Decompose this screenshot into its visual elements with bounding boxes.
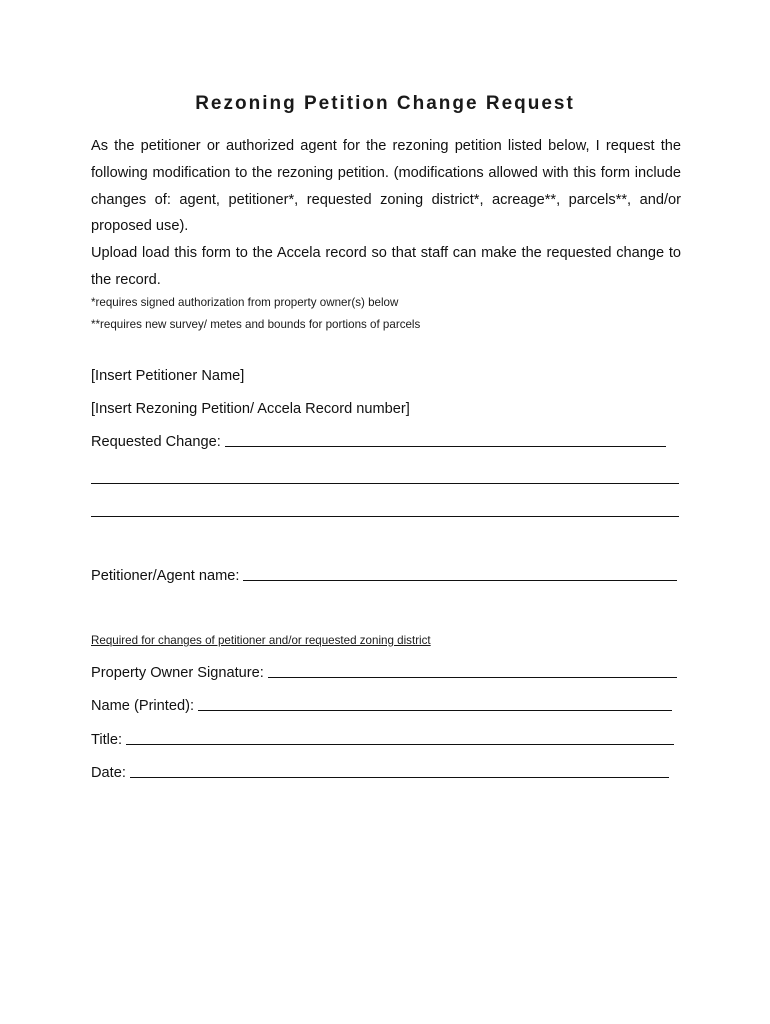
requested-change-line-3[interactable] xyxy=(91,516,679,517)
requested-change-line-2[interactable] xyxy=(91,483,679,484)
date-label: Date: xyxy=(91,765,126,781)
date-line[interactable] xyxy=(130,776,669,778)
intro-paragraph-1: As the petitioner or authorized agent for the rezoning petition listed below, I request the following modification to the rezoning petition. (modifications allowed with this form include changes of: agent, petitioner*, requested zoning district*, acreage**, parcels**, and/or proposed use). xyxy=(91,138,681,235)
petitioner-agent-name-label: Petitioner/Agent name: xyxy=(91,568,240,584)
note-signed-authorization: *requires signed authorization from property owner(s) below xyxy=(91,296,399,309)
name-printed-line[interactable] xyxy=(198,709,672,711)
petitioner-name-placeholder[interactable]: [Insert Petitioner Name] xyxy=(91,368,245,384)
property-owner-signature-line[interactable] xyxy=(268,676,677,678)
owner-section-heading: Required for changes of petitioner and/or requested zoning district xyxy=(91,634,431,647)
requested-change-field[interactable] xyxy=(91,434,666,450)
property-owner-signature-field[interactable] xyxy=(91,665,677,681)
name-printed-label: Name (Printed): xyxy=(91,698,194,714)
title-label: Title: xyxy=(91,732,123,748)
petitioner-agent-name-field[interactable] xyxy=(91,568,677,584)
petitioner-agent-name-line[interactable] xyxy=(243,579,677,581)
requested-change-line[interactable] xyxy=(225,445,666,447)
property-owner-signature-label: Property Owner Signature: xyxy=(91,665,264,681)
record-number-placeholder[interactable]: [Insert Rezoning Petition/ Accela Record number] xyxy=(91,401,410,417)
name-printed-field[interactable] xyxy=(91,698,672,714)
title-line[interactable] xyxy=(126,743,674,745)
title-field[interactable] xyxy=(91,732,674,748)
requested-change-label: Requested Change: xyxy=(91,434,221,450)
intro-text xyxy=(91,133,681,294)
date-field[interactable] xyxy=(91,765,669,781)
note-new-survey: **requires new survey/ metes and bounds for portions of parcels xyxy=(91,318,421,331)
page-title: Rezoning Petition Change Request xyxy=(195,93,575,114)
intro-paragraph-2: Upload load this form to the Accela record so that staff can make the requested change to the record. xyxy=(91,245,681,288)
